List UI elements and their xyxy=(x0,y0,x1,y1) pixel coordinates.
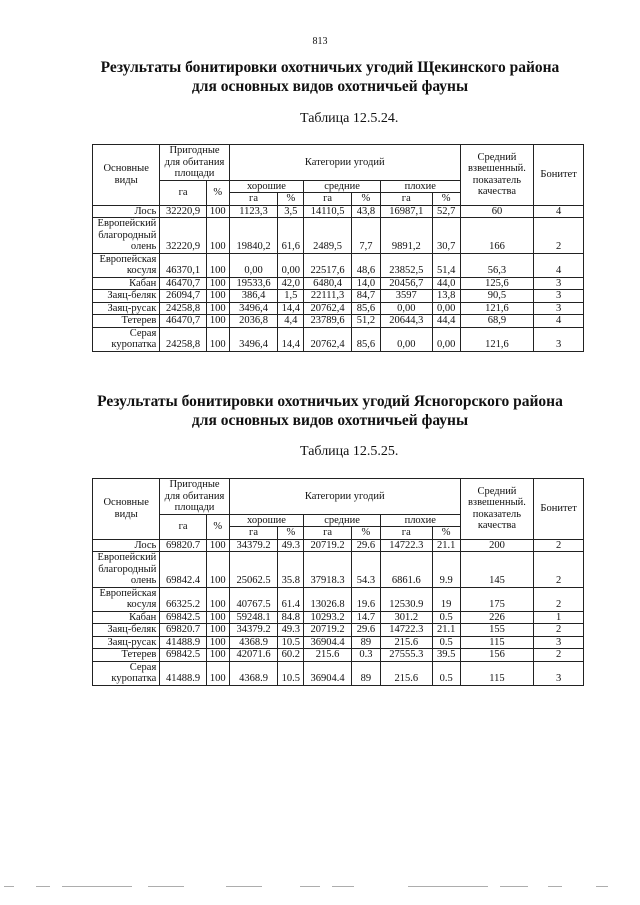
table-row xyxy=(93,587,584,611)
value-cell: 100 xyxy=(206,290,229,303)
value-cell: 16987,1 xyxy=(380,205,432,218)
table-row xyxy=(93,302,584,315)
table-body xyxy=(93,205,584,351)
header-good: хорошие xyxy=(229,514,304,527)
header-bonitet: Бонитет xyxy=(534,145,584,206)
value-cell: 21.1 xyxy=(432,539,460,552)
value-cell: 61,6 xyxy=(278,218,304,254)
value-cell: 0,00 xyxy=(380,302,432,315)
value-cell: 69842.4 xyxy=(160,552,207,588)
value-cell: 215.6 xyxy=(380,661,432,685)
value-cell: 46370,1 xyxy=(160,253,207,277)
value-cell: 32220,9 xyxy=(160,205,207,218)
value-cell: 27555.3 xyxy=(380,649,432,662)
value-cell: 30,7 xyxy=(432,218,460,254)
value-cell: 19.6 xyxy=(351,587,380,611)
value-cell: 4 xyxy=(534,315,584,328)
table-row xyxy=(93,552,584,588)
value-cell: 100 xyxy=(206,636,229,649)
value-cell: 100 xyxy=(206,552,229,588)
value-cell: 3 xyxy=(534,636,584,649)
value-cell: 1 xyxy=(534,611,584,624)
value-cell: 41488.9 xyxy=(160,636,207,649)
value-cell: 100 xyxy=(206,539,229,552)
species-cell: Серая куропатка xyxy=(93,327,160,351)
value-cell: 43,8 xyxy=(351,205,380,218)
value-cell: 0.5 xyxy=(432,661,460,685)
section-heading-yasnogorsk xyxy=(60,392,600,430)
species-cell: Европейская косуля xyxy=(93,253,160,277)
value-cell: 89 xyxy=(351,636,380,649)
value-cell: 100 xyxy=(206,302,229,315)
value-cell: 66325.2 xyxy=(160,587,207,611)
value-cell: 100 xyxy=(206,277,229,290)
table-row xyxy=(93,290,584,303)
value-cell: 3 xyxy=(534,327,584,351)
value-cell: 166 xyxy=(460,218,534,254)
value-cell: 24258,8 xyxy=(160,302,207,315)
value-cell: 56,3 xyxy=(460,253,534,277)
value-cell: 6480,4 xyxy=(304,277,352,290)
value-cell: 301.2 xyxy=(380,611,432,624)
value-cell: 1123,3 xyxy=(229,205,278,218)
header-land-categories: Категории угодий xyxy=(229,145,460,181)
value-cell: 20762,4 xyxy=(304,302,352,315)
table-row xyxy=(93,636,584,649)
header-bonitet: Бонитет xyxy=(534,479,584,540)
value-cell: 40767.5 xyxy=(229,587,278,611)
species-cell: Заяц-русак xyxy=(93,636,160,649)
value-cell: 69842.5 xyxy=(160,649,207,662)
species-cell: Европейский благородный олень xyxy=(93,552,160,588)
value-cell: 0.5 xyxy=(432,636,460,649)
table-12-5-24 xyxy=(92,144,584,352)
value-cell: 2 xyxy=(534,649,584,662)
species-cell: Заяц-беляк xyxy=(93,290,160,303)
value-cell: 3 xyxy=(534,661,584,685)
value-cell: 100 xyxy=(206,205,229,218)
value-cell: 115 xyxy=(460,636,534,649)
table-row xyxy=(93,205,584,218)
value-cell: 0,00 xyxy=(432,302,460,315)
value-cell: 51,2 xyxy=(351,315,380,328)
species-cell: Европейская косуля xyxy=(93,587,160,611)
value-cell: 215.6 xyxy=(380,636,432,649)
value-cell: 36904.4 xyxy=(304,661,352,685)
value-cell: 4 xyxy=(534,253,584,277)
header-suitable-ha: га xyxy=(160,180,207,205)
value-cell: 89 xyxy=(351,661,380,685)
value-cell: 4368.9 xyxy=(229,661,278,685)
header-suitable-ha: га xyxy=(160,514,207,539)
value-cell: 4 xyxy=(534,205,584,218)
header-medium-pct: % xyxy=(351,527,380,540)
value-cell: 52,7 xyxy=(432,205,460,218)
value-cell: 100 xyxy=(206,315,229,328)
value-cell: 21.1 xyxy=(432,624,460,637)
value-cell: 39.5 xyxy=(432,649,460,662)
value-cell: 0.3 xyxy=(351,649,380,662)
value-cell: 4,4 xyxy=(278,315,304,328)
value-cell: 100 xyxy=(206,624,229,637)
header-good-pct: % xyxy=(278,193,304,206)
value-cell: 14110,5 xyxy=(304,205,352,218)
value-cell: 3,5 xyxy=(278,205,304,218)
value-cell: 46470,7 xyxy=(160,277,207,290)
value-cell: 19 xyxy=(432,587,460,611)
table-row xyxy=(93,539,584,552)
species-cell: Кабан xyxy=(93,611,160,624)
value-cell: 42,0 xyxy=(278,277,304,290)
value-cell: 69820.7 xyxy=(160,539,207,552)
value-cell: 68,9 xyxy=(460,315,534,328)
value-cell: 42071.6 xyxy=(229,649,278,662)
value-cell: 0,00 xyxy=(432,327,460,351)
value-cell: 20719.2 xyxy=(304,624,352,637)
value-cell: 69820.7 xyxy=(160,624,207,637)
value-cell: 20762,4 xyxy=(304,327,352,351)
value-cell: 59248.1 xyxy=(229,611,278,624)
value-cell: 19533,6 xyxy=(229,277,278,290)
value-cell: 84,7 xyxy=(351,290,380,303)
value-cell: 9.9 xyxy=(432,552,460,588)
value-cell: 2036,8 xyxy=(229,315,278,328)
value-cell: 14,4 xyxy=(278,327,304,351)
value-cell: 49.3 xyxy=(278,539,304,552)
value-cell: 51,4 xyxy=(432,253,460,277)
value-cell: 100 xyxy=(206,661,229,685)
value-cell: 3 xyxy=(534,302,584,315)
header-suitable-pct: % xyxy=(206,514,229,539)
value-cell: 3 xyxy=(534,290,584,303)
value-cell: 25062.5 xyxy=(229,552,278,588)
value-cell: 13,8 xyxy=(432,290,460,303)
table-body xyxy=(93,539,584,685)
value-cell: 41488.9 xyxy=(160,661,207,685)
header-avg-quality: Средний взвешенный. показатель качества xyxy=(460,145,534,206)
header-poor: плохие xyxy=(380,514,460,527)
value-cell: 85,6 xyxy=(351,327,380,351)
value-cell: 44,4 xyxy=(432,315,460,328)
value-cell: 1,5 xyxy=(278,290,304,303)
value-cell: 14,4 xyxy=(278,302,304,315)
value-cell: 23789,6 xyxy=(304,315,352,328)
value-cell: 0.5 xyxy=(432,611,460,624)
value-cell: 29.6 xyxy=(351,624,380,637)
value-cell: 2 xyxy=(534,587,584,611)
value-cell: 145 xyxy=(460,552,534,588)
heading-line: для основных видов охотничьей фауны xyxy=(191,412,469,429)
value-cell: 2 xyxy=(534,624,584,637)
value-cell: 4368.9 xyxy=(229,636,278,649)
value-cell: 90,5 xyxy=(460,290,534,303)
header-species: Основные виды xyxy=(93,479,160,540)
heading-line: для основных видов охотничьей фауны xyxy=(191,78,469,95)
header-medium: средние xyxy=(304,180,381,193)
species-cell: Тетерев xyxy=(93,649,160,662)
value-cell: 61.4 xyxy=(278,587,304,611)
table-12-5-25 xyxy=(92,478,584,686)
section-heading-shchekino xyxy=(60,58,600,96)
header-medium-ha: га xyxy=(304,193,352,206)
value-cell: 100 xyxy=(206,649,229,662)
value-cell: 37918.3 xyxy=(304,552,352,588)
value-cell: 36904.4 xyxy=(304,636,352,649)
value-cell: 3 xyxy=(534,277,584,290)
header-poor-pct: % xyxy=(432,527,460,540)
species-cell: Кабан xyxy=(93,277,160,290)
header-suitable-pct: % xyxy=(206,180,229,205)
header-poor-ha: га xyxy=(380,527,432,540)
value-cell: 0,00 xyxy=(380,327,432,351)
value-cell: 60.2 xyxy=(278,649,304,662)
value-cell: 155 xyxy=(460,624,534,637)
value-cell: 22111,3 xyxy=(304,290,352,303)
value-cell: 121,6 xyxy=(460,302,534,315)
value-cell: 6861.6 xyxy=(380,552,432,588)
value-cell: 34379.2 xyxy=(229,624,278,637)
value-cell: 100 xyxy=(206,611,229,624)
value-cell: 0,00 xyxy=(278,253,304,277)
value-cell: 14.7 xyxy=(351,611,380,624)
value-cell: 34379.2 xyxy=(229,539,278,552)
table-row xyxy=(93,611,584,624)
species-cell: Тетерев xyxy=(93,315,160,328)
value-cell: 156 xyxy=(460,649,534,662)
species-cell: Лось xyxy=(93,539,160,552)
value-cell: 200 xyxy=(460,539,534,552)
value-cell: 60 xyxy=(460,205,534,218)
value-cell: 54.3 xyxy=(351,552,380,588)
value-cell: 44,0 xyxy=(432,277,460,290)
table-caption: Таблица 12.5.25. xyxy=(300,444,399,459)
species-cell: Лось xyxy=(93,205,160,218)
value-cell: 32220,9 xyxy=(160,218,207,254)
species-cell: Европейский благородный олень xyxy=(93,218,160,254)
value-cell: 20719.2 xyxy=(304,539,352,552)
value-cell: 10.5 xyxy=(278,661,304,685)
value-cell: 121,6 xyxy=(460,327,534,351)
header-suitable-area: Пригодные для обитания площади xyxy=(160,479,229,515)
value-cell: 215.6 xyxy=(304,649,352,662)
header-suitable-area: Пригодные для обитания площади xyxy=(160,145,229,181)
species-cell: Серая куропатка xyxy=(93,661,160,685)
scan-artifact-marks xyxy=(0,884,640,892)
value-cell: 100 xyxy=(206,218,229,254)
value-cell: 115 xyxy=(460,661,534,685)
table-row xyxy=(93,327,584,351)
header-land-categories: Категории угодий xyxy=(229,479,460,515)
value-cell: 69842.5 xyxy=(160,611,207,624)
table-row xyxy=(93,253,584,277)
header-good-ha: га xyxy=(229,527,278,540)
header-good-ha: га xyxy=(229,193,278,206)
value-cell: 100 xyxy=(206,253,229,277)
value-cell: 175 xyxy=(460,587,534,611)
value-cell: 22517,6 xyxy=(304,253,352,277)
header-medium-ha: га xyxy=(304,527,352,540)
value-cell: 10293.2 xyxy=(304,611,352,624)
species-cell: Заяц-беляк xyxy=(93,624,160,637)
value-cell: 2 xyxy=(534,218,584,254)
value-cell: 3496,4 xyxy=(229,327,278,351)
value-cell: 226 xyxy=(460,611,534,624)
value-cell: 48,6 xyxy=(351,253,380,277)
value-cell: 2 xyxy=(534,552,584,588)
species-cell: Заяц-русак xyxy=(93,302,160,315)
value-cell: 23852,5 xyxy=(380,253,432,277)
value-cell: 3597 xyxy=(380,290,432,303)
header-species: Основные виды xyxy=(93,145,160,206)
header-good: хорошие xyxy=(229,180,304,193)
header-medium-pct: % xyxy=(351,193,380,206)
table-row xyxy=(93,624,584,637)
header-poor-ha: га xyxy=(380,193,432,206)
value-cell: 3496,4 xyxy=(229,302,278,315)
value-cell: 14,0 xyxy=(351,277,380,290)
value-cell: 46470,7 xyxy=(160,315,207,328)
value-cell: 12530.9 xyxy=(380,587,432,611)
value-cell: 100 xyxy=(206,587,229,611)
value-cell: 125,6 xyxy=(460,277,534,290)
value-cell: 0,00 xyxy=(229,253,278,277)
table-row xyxy=(93,277,584,290)
table-caption: Таблица 12.5.24. xyxy=(300,111,399,126)
value-cell: 20456,7 xyxy=(380,277,432,290)
value-cell: 85,6 xyxy=(351,302,380,315)
value-cell: 84.8 xyxy=(278,611,304,624)
table-row xyxy=(93,661,584,685)
value-cell: 2 xyxy=(534,539,584,552)
value-cell: 49.3 xyxy=(278,624,304,637)
value-cell: 19840,2 xyxy=(229,218,278,254)
value-cell: 13026.8 xyxy=(304,587,352,611)
value-cell: 2489,5 xyxy=(304,218,352,254)
page-number: 813 xyxy=(312,36,328,47)
header-good-pct: % xyxy=(278,527,304,540)
table-row xyxy=(93,649,584,662)
value-cell: 29.6 xyxy=(351,539,380,552)
value-cell: 386,4 xyxy=(229,290,278,303)
header-medium: средние xyxy=(304,514,381,527)
value-cell: 24258,8 xyxy=(160,327,207,351)
value-cell: 7,7 xyxy=(351,218,380,254)
value-cell: 14722.3 xyxy=(380,624,432,637)
value-cell: 9891,2 xyxy=(380,218,432,254)
heading-line: Результаты бонитировки охотничьих угодий Ясногорского района xyxy=(97,393,563,410)
table-row xyxy=(93,315,584,328)
header-poor-pct: % xyxy=(432,193,460,206)
value-cell: 20644,3 xyxy=(380,315,432,328)
value-cell: 10.5 xyxy=(278,636,304,649)
header-avg-quality: Средний взвешенный. показатель качества xyxy=(460,479,534,540)
heading-line: Результаты бонитировки охотничьих угодий Щекинского района xyxy=(100,59,560,76)
table-row xyxy=(93,218,584,254)
value-cell: 35.8 xyxy=(278,552,304,588)
value-cell: 14722.3 xyxy=(380,539,432,552)
value-cell: 100 xyxy=(206,327,229,351)
header-poor: плохие xyxy=(380,180,460,193)
value-cell: 26094,7 xyxy=(160,290,207,303)
